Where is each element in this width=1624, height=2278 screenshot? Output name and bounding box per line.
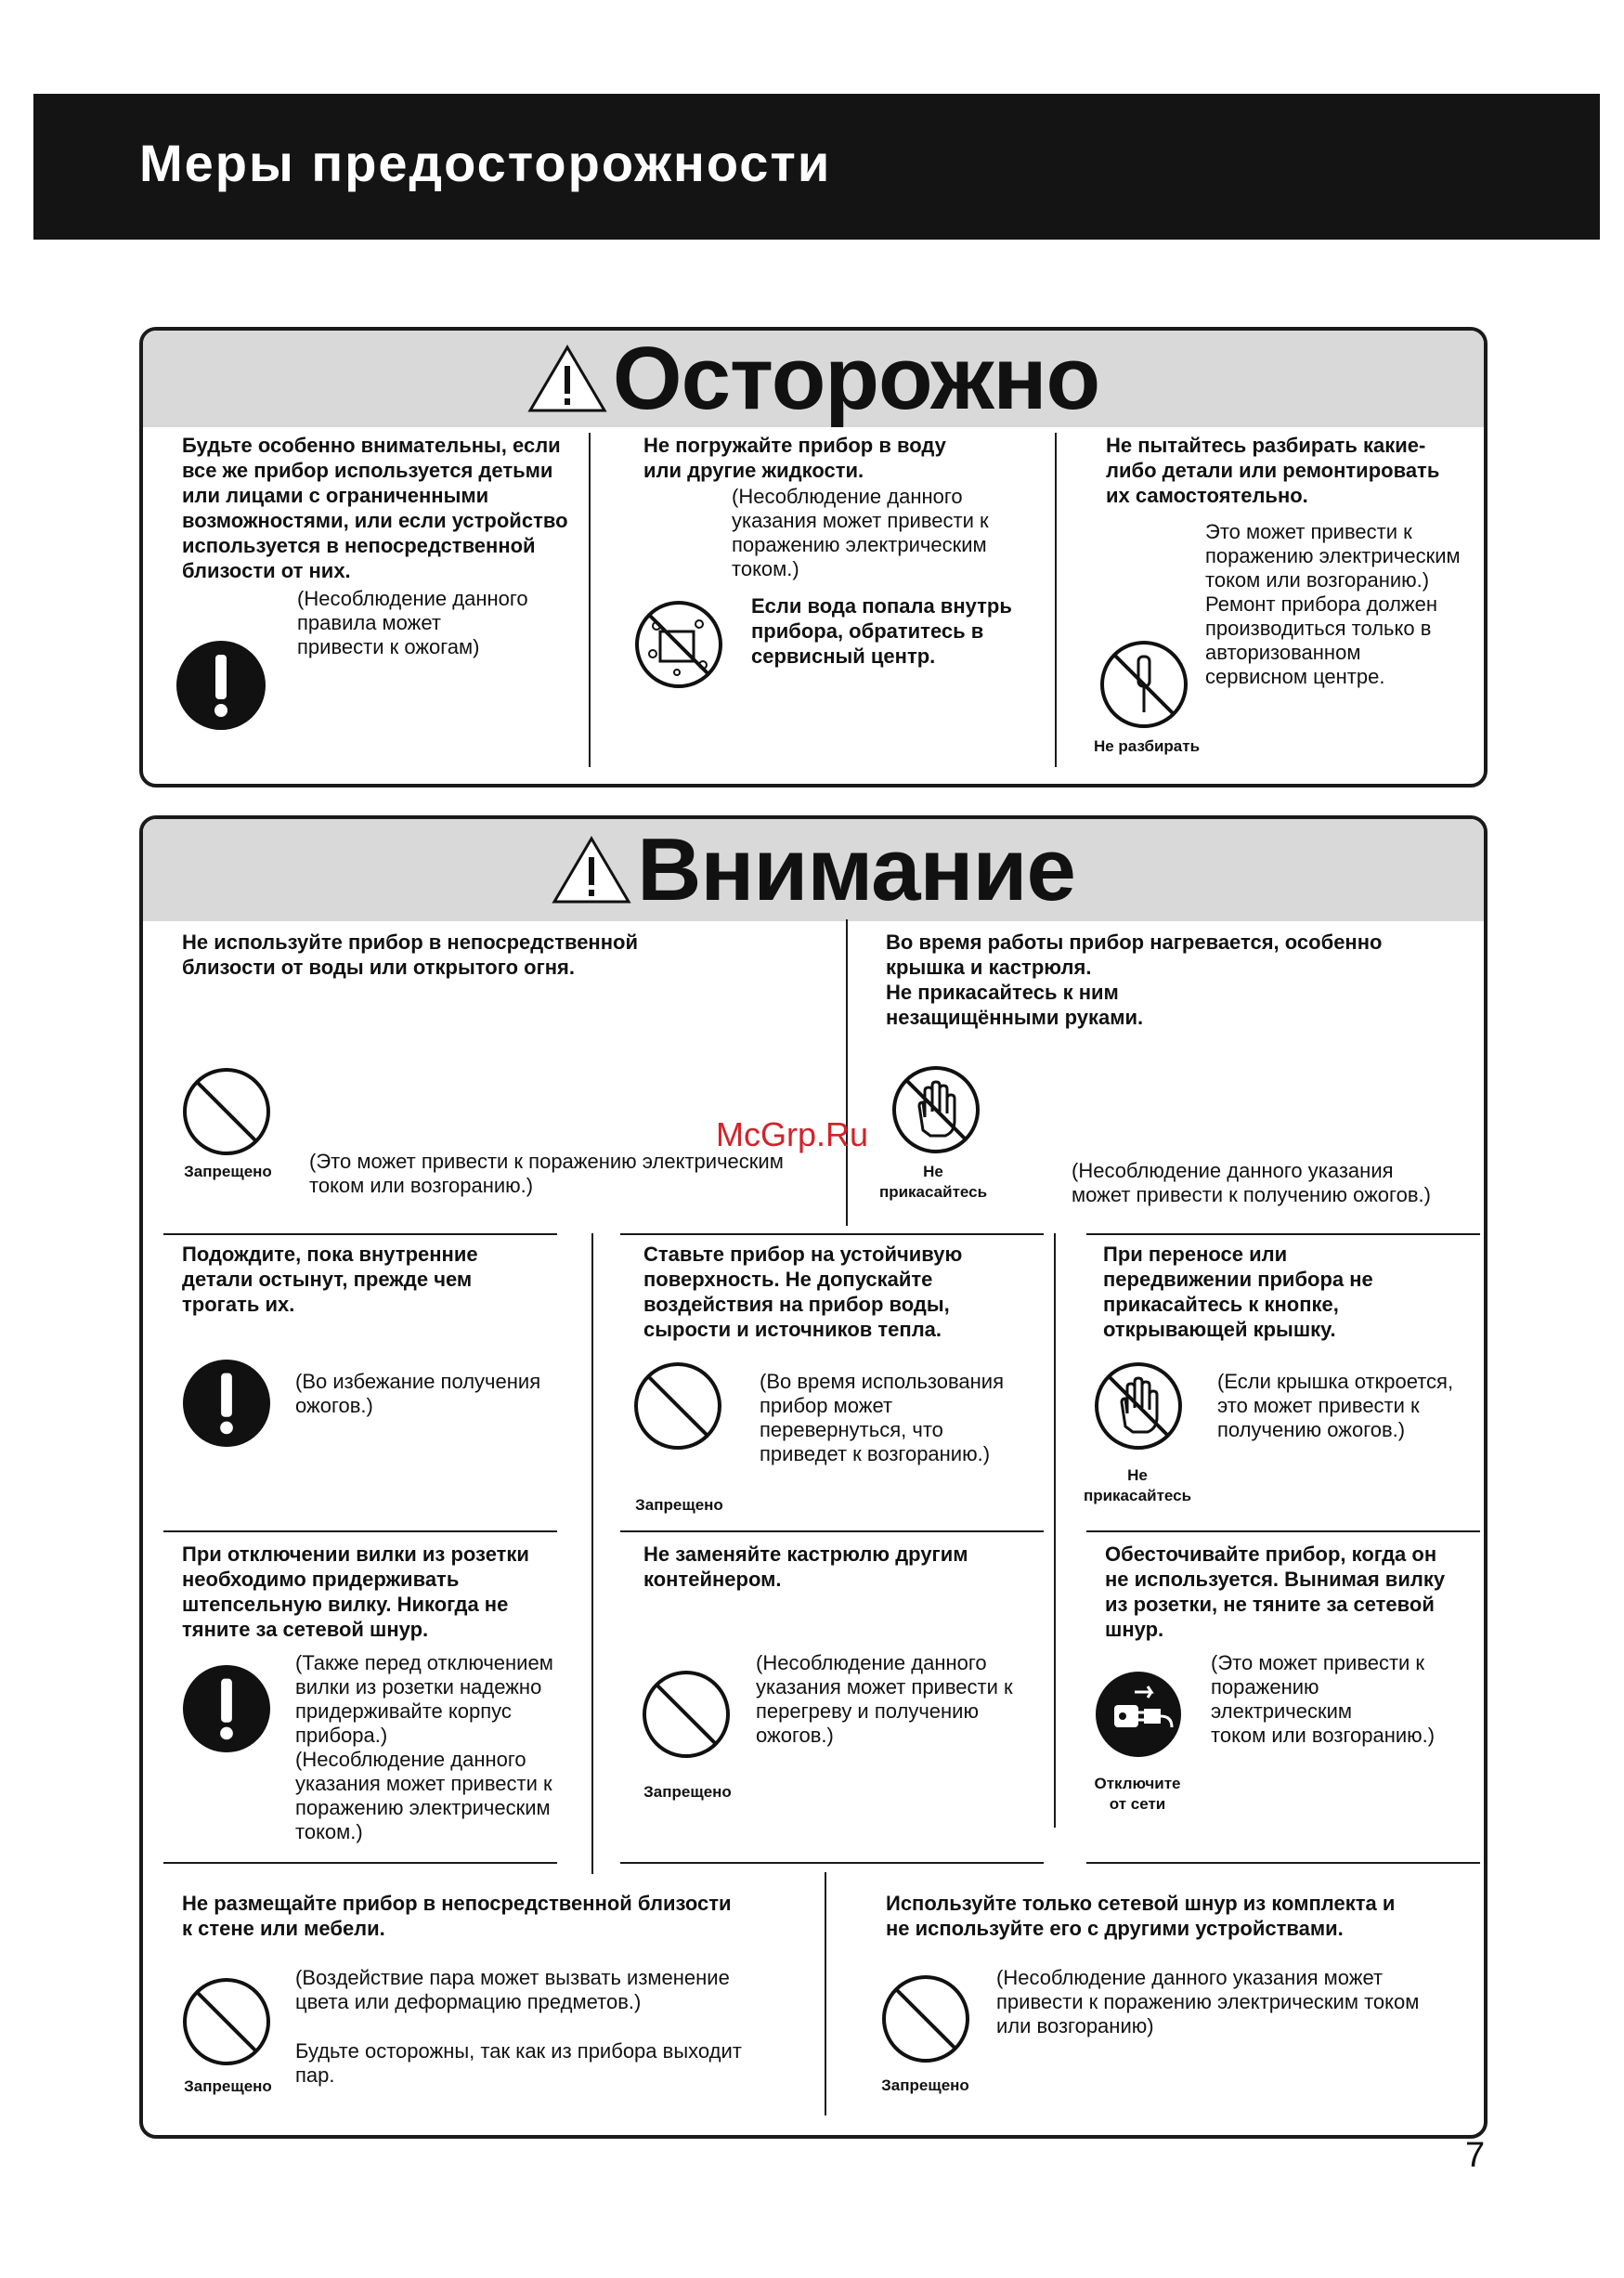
attention-r1c1-note: (Это может привести к поражению электрическим током или возгоранию.): [309, 1150, 784, 1197]
exclamation-icon: [182, 1359, 271, 1448]
divider: [163, 1862, 557, 1864]
exclamation-icon: [175, 640, 266, 731]
caution-col1-text: Будьте особенно внимательны, если все же прибор используется детьми или лицами с ограниченными возможностями, или если устройство используется в непосредственной близости от них.: [182, 434, 568, 582]
divider: [591, 1233, 593, 1874]
caution-col2-text: Не погружайте прибор в воду или другие жидкости.: [643, 434, 946, 482]
caution-col2-note: (Несоблюдение данного указания может привести к поражению электрическим током.): [732, 485, 989, 580]
attention-r4c1-note2: Будьте осторожны, так как из прибора выходит пар.: [295, 2039, 742, 2087]
prohibited-label: Запрещено: [643, 1783, 732, 1801]
divider: [589, 433, 591, 767]
attention-r3c1-note: (Также перед отключением вилки из розетки надежно придерживайте корпус прибора.) (Несоблюдение данного указания может привести к поражению электрическим током.): [295, 1651, 553, 1843]
attention-r4c1-text: Не размещайте прибор в непосредственной близости к стене или мебели.: [182, 1892, 732, 1940]
prohibited-label: Запрещено: [881, 2076, 969, 2094]
attention-r1c2-note: (Несоблюдение данного указания может привести к получению ожогов.): [1072, 1159, 1431, 1206]
page-number: 7: [1465, 2136, 1486, 2175]
caution-col3-note: Это может привести к поражению электрическим током или возгоранию.) Ремонт прибора должен производиться только в авторизованном сервисном центре.: [1205, 520, 1461, 688]
prohibited-label: Запрещено: [635, 1496, 723, 1514]
do-not-touch-label: Не прикасайтесь: [878, 1163, 988, 1201]
attention-title: Внимание: [637, 820, 1075, 919]
divider: [1055, 433, 1057, 767]
exclamation-icon: [182, 1664, 271, 1753]
attention-r3c2-note: (Несоблюдение данного указания может привести к перегреву и получению ожогов.): [756, 1651, 1013, 1747]
prohibited-icon: [182, 1977, 271, 2066]
divider: [1086, 1862, 1480, 1864]
caution-col3-text: Не пытайтесь разбирать какие- либо детали или ремонтировать их самостоятельно.: [1106, 434, 1440, 507]
warning-triangle-icon: [552, 835, 631, 905]
attention-r2c3-note: (Если крышка откроется, это может привести к получению ожогов.): [1217, 1370, 1454, 1441]
page-title: Меры предосторожности: [139, 134, 832, 192]
divider: [620, 1233, 1044, 1235]
attention-r2c1-text: Подождите, пока внутренние детали остынут, прежде чем трогать их.: [182, 1243, 478, 1316]
divider: [825, 1872, 826, 2115]
unplug-icon: [1094, 1670, 1183, 1759]
caution-header: [143, 331, 1484, 427]
divider: [1086, 1530, 1480, 1532]
divider: [846, 919, 848, 1226]
attention-r1c1-text: Не используйте прибор в непосредственной близости от воды или открытого огня.: [182, 931, 638, 979]
prohibited-label: Запрещено: [184, 1163, 272, 1180]
attention-r4c2-text: Используйте только сетевой шнур из комплекта и не используйте его с другими устройствами.: [886, 1892, 1396, 1940]
attention-r2c2-note: (Во время использования прибор может перевернуться, что приведет к возгоранию.): [760, 1370, 1005, 1465]
caution-col2-text2: Если вода попала внутрь прибора, обратитесь в сервисный центр.: [751, 594, 1012, 668]
attention-r1c2-text: Во время работы прибор нагревается, особенно крышка и кастрюля. Не прикасайтесь к ним незащищёнными руками.: [886, 931, 1383, 1029]
divider: [163, 1233, 557, 1235]
do-not-touch-icon: [1094, 1361, 1183, 1451]
no-water-immersion-icon: [634, 600, 723, 689]
divider: [1054, 1233, 1056, 1828]
watermark: McGrp.Ru: [716, 1115, 869, 1153]
attention-r2c3-text: При переносе или передвижении прибора не прикасайтесь к кнопке, открывающей крышку.: [1103, 1243, 1373, 1341]
header-bar: [33, 94, 1600, 240]
attention-r3c3-text: Обесточивайте прибор, когда он не используется. Вынимая вилку из розетки, не тяните за сетевой шнур.: [1105, 1543, 1446, 1641]
warning-triangle-icon: [527, 344, 607, 414]
no-disassembly-icon: [1099, 640, 1189, 729]
do-not-touch-icon: [891, 1065, 981, 1154]
do-not-touch-label: Не прикасайтесь: [1083, 1466, 1192, 1504]
attention-r2c1-note: (Во избежание получения ожогов.): [295, 1370, 541, 1417]
divider: [620, 1530, 1044, 1532]
unplug-label: Отключите от сети: [1094, 1775, 1181, 1813]
attention-header: [143, 819, 1484, 921]
prohibited-icon: [642, 1670, 731, 1759]
caution-col1-note: (Несоблюдение данного правила может привести к ожогам): [297, 587, 528, 658]
divider: [163, 1530, 557, 1532]
attention-r3c3-note: (Это может привести к поражению электрическим током или возгоранию.): [1211, 1651, 1436, 1747]
prohibited-label: Запрещено: [184, 2077, 272, 2095]
prohibited-icon: [633, 1361, 722, 1451]
attention-r3c2-text: Не заменяйте кастрюлю другим контейнером.: [643, 1543, 968, 1591]
prohibited-icon: [881, 1974, 970, 2063]
divider: [1086, 1233, 1480, 1235]
divider: [620, 1862, 1044, 1864]
attention-r3c1-text: При отключении вилки из розетки необходимо придерживать штепсельную вилку. Никогда не тяните за сетевой шнур.: [182, 1543, 529, 1641]
caution-title: Осторожно: [612, 329, 1100, 428]
prohibited-icon: [182, 1067, 271, 1156]
attention-r2c2-text: Ставьте прибор на устойчивую поверхность. Не допускайте воздействия на прибор воды, сырости и источников тепла.: [643, 1243, 963, 1341]
attention-r4c2-note: (Несоблюдение данного указания может привести к поражению электрическим током или возгоранию): [996, 1966, 1420, 2037]
no-disassembly-label: Не разбирать: [1093, 737, 1201, 755]
attention-r4c1-note: (Воздействие пара может вызвать изменение цвета или деформацию предметов.): [295, 1966, 730, 2013]
